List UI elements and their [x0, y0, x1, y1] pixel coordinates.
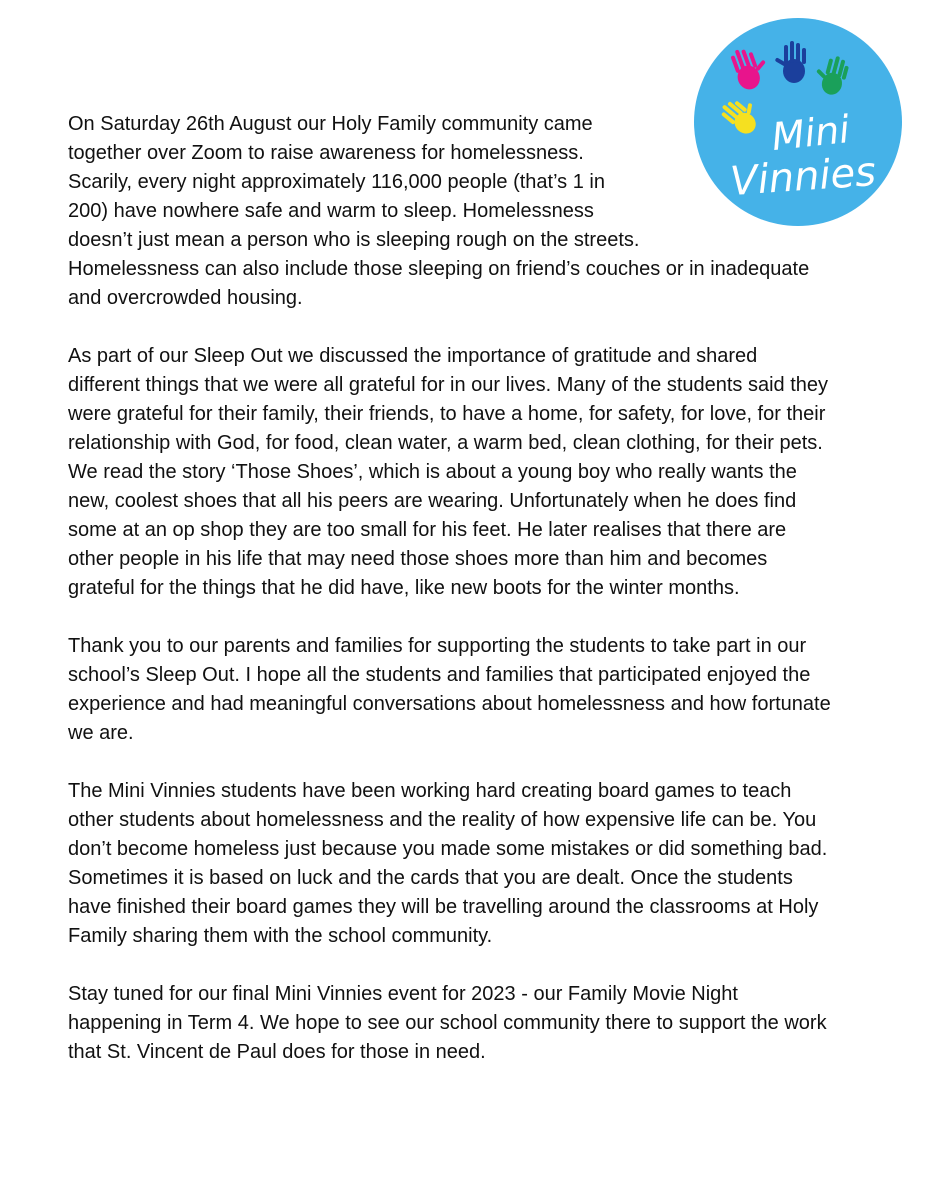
text-line: Stay tuned for our final Mini Vinnies event for 2023 - our Family Movie Night	[68, 983, 738, 1005]
text-line: Scarily, every night approximately 116,000 people (that’s 1 in	[68, 171, 605, 193]
text-line: Family sharing them with the school community.	[68, 925, 493, 947]
text-line: On Saturday 26th August our Holy Family community came	[68, 113, 593, 135]
text-line: experience and had meaningful conversations about homelessness and how fortunate	[68, 693, 831, 715]
paragraph-thanks	[68, 632, 883, 748]
paragraph-board-games	[68, 777, 883, 951]
text-line: different things that we were all grateful for in our lives. Many of the students said they	[68, 374, 829, 396]
text-line: As part of our Sleep Out we discussed the importance of gratitude and shared	[68, 345, 758, 367]
logo-text-vinnies: Vinnies	[728, 149, 878, 206]
text-line: Sometimes it is based on luck and the cards that you are dealt. Once the students	[68, 867, 793, 889]
paragraph-intro	[68, 110, 883, 313]
text-line: Thank you to our parents and families for supporting the students to take part in our	[68, 635, 807, 657]
logo-text-mini: Mini	[769, 107, 852, 160]
text-line: doesn’t just mean a person who is sleeping rough on the streets.	[68, 229, 640, 251]
text-line: relationship with God, for food, clean water, a warm bed, clean clothing, for their pets.	[68, 432, 823, 454]
text-line: don’t become homeless just because you made some mistakes or did something bad.	[68, 838, 828, 860]
text-line: and overcrowded housing.	[68, 287, 303, 309]
text-line: some at an op shop they are too small for his feet. He later realises that there are	[68, 519, 787, 541]
text-line: other people in his life that may need those shoes more than him and becomes	[68, 548, 768, 570]
text-line: Homelessness can also include those sleeping on friend’s couches or in inadequate	[68, 258, 810, 280]
text-line: The Mini Vinnies students have been working hard creating board games to teach	[68, 780, 792, 802]
text-line: together over Zoom to raise awareness for homelessness.	[68, 142, 584, 164]
paragraph-movie-night	[68, 980, 883, 1067]
text-line: were grateful for their family, their friends, to have a home, for safety, for love, for their	[68, 403, 826, 425]
text-line: 200) have nowhere safe and warm to sleep. Homelessness	[68, 200, 594, 222]
text-line: we are.	[68, 722, 134, 744]
article-body	[68, 110, 883, 1096]
paragraph-gratitude	[68, 342, 883, 603]
text-line: have finished their board games they will be travelling around the classrooms at Holy	[68, 896, 819, 918]
text-line: happening in Term 4. We hope to see our school community there to support the work	[68, 1012, 827, 1034]
text-line: new, coolest shoes that all his peers are wearing. Unfortunately when he does find	[68, 490, 797, 512]
text-line: We read the story ‘Those Shoes’, which is about a young boy who really wants the	[68, 461, 797, 483]
text-line: other students about homelessness and the reality of how expensive life can be. You	[68, 809, 817, 831]
text-line: school’s Sleep Out. I hope all the students and families that participated enjoyed the	[68, 664, 811, 686]
text-line: grateful for the things that he did have, like new boots for the winter months.	[68, 577, 740, 599]
text-line: that St. Vincent de Paul does for those in need.	[68, 1041, 486, 1063]
